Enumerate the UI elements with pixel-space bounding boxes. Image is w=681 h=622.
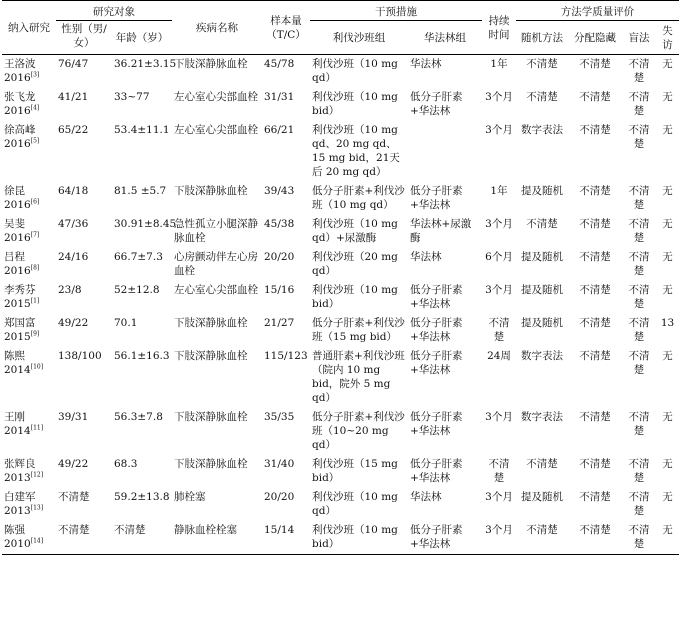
cell-study: 陈熙 2014[10]	[4, 350, 44, 376]
cell-lost: 13	[660, 317, 675, 329]
cell-disease: 左心室心尖部血栓	[174, 124, 258, 136]
cell-sex: 47/36	[58, 218, 89, 230]
cell-sex: 24/16	[58, 251, 89, 263]
cell-study: 徐昆 2016[6]	[4, 185, 40, 211]
reference-number: [10]	[30, 363, 44, 371]
cell-rivaroxaban: 低分子肝素+利伐沙班（10 mg qd）	[312, 185, 405, 211]
cell-disease: 下肢深静脉血栓	[174, 411, 248, 423]
reference-number: [4]	[30, 104, 40, 112]
cell-duration: 3个月	[485, 124, 513, 136]
cell-blinding: 不清楚	[628, 218, 650, 244]
cell-rivaroxaban: 低分子肝素+利伐沙班（15 mg bid）	[312, 317, 405, 343]
reference-number: [8]	[30, 264, 40, 272]
cell-randomization: 不清楚	[526, 218, 558, 230]
cell-blinding: 不清楚	[628, 124, 650, 150]
cell-lost: 无	[662, 284, 673, 296]
reference-number: [12]	[30, 471, 44, 479]
cell-allocation: 不清楚	[579, 251, 611, 263]
cell-rivaroxaban: 利伐沙班（10 mg qd、20 mg qd、15 mg bid，21天后 20 mg qd）	[312, 124, 400, 178]
cell-rivaroxaban: 利伐沙班（10 mg bid）	[312, 91, 398, 117]
cell-warfarin: 低分子肝素+华法林	[410, 185, 463, 211]
cell-duration: 不清楚	[488, 458, 510, 484]
cell-sample: 31/31	[264, 91, 295, 103]
cell-sample: 115/123	[264, 350, 308, 362]
cell-study: 白建军 2013[13]	[4, 491, 44, 517]
cell-warfarin: 华法林+尿激酶	[410, 218, 472, 244]
cell-warfarin: 华法林	[410, 58, 442, 70]
cell-study: 郑国富 2015[9]	[4, 317, 40, 343]
cell-study: 吴斐 2016[7]	[4, 218, 40, 244]
cell-sex: 64/18	[58, 185, 89, 197]
cell-age: 53.4±11.1	[114, 124, 170, 136]
cell-lost: 无	[662, 124, 673, 136]
cell-allocation: 不清楚	[579, 491, 611, 503]
cell-sample: 39/43	[264, 185, 295, 197]
cell-rivaroxaban: 利伐沙班（10 mg bid）	[312, 284, 398, 310]
cell-blinding: 不清楚	[628, 185, 650, 211]
cell-study: 王刚 2014[11]	[4, 411, 44, 437]
cell-randomization: 数字表法	[521, 124, 563, 136]
cell-age: 不清楚	[112, 521, 172, 555]
table-row	[2, 281, 679, 314]
cell-blinding: 不清楚	[628, 91, 650, 117]
cell-disease: 下肢深静脉血栓	[174, 185, 248, 197]
cell-sample: 45/78	[264, 58, 295, 70]
cell-randomization: 不清楚	[526, 91, 558, 103]
cell-disease: 急性孤立小腿深静脉血栓	[174, 218, 258, 244]
cell-randomization: 不清楚	[526, 458, 558, 470]
cell-duration: 不清楚	[488, 317, 510, 343]
header-study: 纳入研究	[2, 1, 56, 55]
cell-duration: 3个月	[485, 284, 513, 296]
cell-age: 33~77	[114, 91, 150, 103]
cell-blinding: 不清楚	[628, 58, 650, 84]
cell-study: 徐高峰 2016[5]	[4, 124, 40, 150]
cell-disease: 心房颤动伴左心房血栓	[174, 251, 258, 277]
cell-warfarin: 低分子肝素+华法林	[410, 317, 463, 343]
cell-sex: 49/22	[58, 317, 89, 329]
cell-blinding: 不清楚	[628, 284, 650, 310]
cell-rivaroxaban: 利伐沙班（20 mg qd）	[312, 251, 398, 277]
header-sex: 性别（男/女）	[56, 21, 112, 55]
header-warfarin-group: 华法林组	[408, 21, 482, 55]
cell-randomization: 提及随机	[521, 317, 563, 329]
cell-lost: 无	[662, 91, 673, 103]
table-row	[2, 182, 679, 215]
header-allocation: 分配隐藏	[568, 21, 622, 55]
reference-number: [13]	[30, 504, 44, 512]
cell-sample: 21/27	[264, 317, 295, 329]
cell-disease: 下肢深静脉血栓	[174, 317, 248, 329]
cell-lost: 无	[662, 58, 673, 70]
header-rivaroxaban-group: 利伐沙班组	[310, 21, 408, 55]
cell-lost: 无	[662, 350, 673, 362]
cell-sample: 35/35	[264, 411, 295, 423]
table-row	[2, 314, 679, 347]
cell-blinding: 不清楚	[622, 521, 656, 555]
cell-allocation: 不清楚	[579, 218, 611, 230]
cell-allocation: 不清楚	[579, 458, 611, 470]
header-disease: 疾病名称	[172, 1, 262, 55]
cell-study: 陈强 2010[14]	[2, 521, 56, 555]
reference-number: [14]	[30, 537, 44, 545]
cell-sex: 65/22	[58, 124, 89, 136]
cell-age: 70.1	[114, 317, 138, 329]
cell-allocation: 不清楚	[579, 185, 611, 197]
cell-study: 张飞龙 2016[4]	[4, 91, 40, 117]
header-subjects: 研究对象	[56, 1, 172, 21]
table-row	[2, 521, 679, 555]
cell-sex: 不清楚	[56, 521, 112, 555]
cell-allocation: 不清楚	[579, 124, 611, 136]
header-lost: 失访	[656, 21, 679, 55]
cell-sample: 15/16	[264, 284, 295, 296]
cell-duration: 3个月	[482, 521, 516, 555]
cell-rivaroxaban: 利伐沙班（10 mg qd）	[312, 491, 398, 517]
cell-randomization: 提及随机	[521, 185, 563, 197]
cell-allocation: 不清楚	[579, 411, 611, 423]
cell-age: 36.21±3.15	[114, 58, 177, 70]
cell-blinding: 不清楚	[628, 350, 650, 376]
cell-sex: 不清楚	[58, 491, 90, 503]
table-body	[2, 55, 679, 555]
cell-rivaroxaban: 利伐沙班（10 mg qd）+尿激酶	[312, 218, 398, 244]
cell-rivaroxaban: 利伐沙班（10 mg qd）	[312, 58, 398, 84]
table-row	[2, 347, 679, 408]
cell-sample: 20/20	[264, 251, 295, 263]
cell-duration: 3个月	[485, 91, 513, 103]
cell-disease: 下肢深静脉血栓	[174, 58, 248, 70]
cell-warfarin: 低分子肝素+华法林	[410, 350, 463, 376]
cell-sample: 15/14	[262, 521, 310, 555]
table-row	[2, 488, 679, 521]
cell-rivaroxaban: 利伐沙班（10 mg bid）	[310, 521, 408, 555]
cell-randomization: 不清楚	[526, 58, 558, 70]
cell-sample: 45/38	[264, 218, 295, 230]
reference-number: [1]	[30, 297, 40, 305]
cell-allocation: 不清楚	[579, 284, 611, 296]
cell-sex: 41/21	[58, 91, 89, 103]
cell-sex: 49/22	[58, 458, 89, 470]
header-randomization: 随机方法	[516, 21, 568, 55]
cell-duration: 1年	[490, 58, 508, 70]
cell-sample: 66/21	[264, 124, 295, 136]
cell-randomization: 数字表法	[521, 411, 563, 423]
cell-sample: 31/40	[264, 458, 295, 470]
cell-lost: 无	[662, 218, 673, 230]
cell-duration: 3个月	[485, 218, 513, 230]
table-row	[2, 408, 679, 455]
cell-disease: 静脉血栓栓塞	[172, 521, 262, 555]
cell-age: 56.1±16.3	[114, 350, 170, 362]
cell-allocation: 不清楚	[568, 521, 622, 555]
cell-randomization: 不清楚	[516, 521, 568, 555]
cell-age: 59.2±13.8	[114, 491, 170, 503]
cell-allocation: 不清楚	[579, 317, 611, 329]
cell-rivaroxaban: 普通肝素+利伐沙班（院内 10 mg bid，院外 5 mg qd）	[312, 350, 405, 404]
cell-rivaroxaban: 低分子肝素+利伐沙班（10~20 mg qd）	[312, 411, 405, 451]
cell-blinding: 不清楚	[628, 458, 650, 484]
reference-number: [11]	[30, 424, 44, 432]
cell-sample: 20/20	[264, 491, 295, 503]
table-row	[2, 215, 679, 248]
reference-number: [3]	[30, 71, 40, 79]
header-blinding: 盲法	[622, 21, 656, 55]
cell-disease: 下肢深静脉血栓	[174, 458, 248, 470]
cell-disease: 左心室心尖部血栓	[174, 284, 258, 296]
header-quality: 方法学质量评价	[516, 1, 679, 21]
cell-study: 吕程 2016[8]	[4, 251, 40, 277]
study-characteristics-table	[2, 0, 679, 555]
cell-lost: 无	[662, 185, 673, 197]
table-row	[2, 248, 679, 281]
cell-allocation: 不清楚	[579, 58, 611, 70]
cell-allocation: 不清楚	[579, 91, 611, 103]
cell-randomization: 提及随机	[521, 491, 563, 503]
cell-lost: 无	[662, 411, 673, 423]
cell-study: 王洛波 2016[3]	[4, 58, 40, 84]
header-age: 年龄（岁）	[112, 21, 172, 55]
reference-number: [5]	[30, 137, 40, 145]
reference-number: [6]	[30, 198, 40, 206]
cell-rivaroxaban: 利伐沙班（15 mg bid）	[312, 458, 398, 484]
cell-age: 52±12.8	[114, 284, 160, 296]
cell-disease: 左心室心尖部血栓	[174, 91, 258, 103]
cell-age: 66.7±7.3	[114, 251, 163, 263]
cell-blinding: 不清楚	[628, 251, 650, 277]
cell-blinding: 不清楚	[628, 317, 650, 343]
table-row	[2, 88, 679, 121]
cell-duration: 6个月	[485, 251, 513, 263]
header-sample: 样本量（T/C）	[262, 1, 310, 55]
cell-warfarin: 华法林	[410, 251, 442, 263]
cell-warfarin: 低分子肝素+华法林	[408, 521, 482, 555]
table-row	[2, 55, 679, 89]
cell-duration: 24周	[487, 350, 511, 362]
cell-study: 李秀芬 2015[1]	[4, 284, 40, 310]
cell-duration: 3个月	[485, 491, 513, 503]
header-intervention: 干预措施	[310, 1, 482, 21]
cell-lost: 无	[662, 251, 673, 263]
cell-sex: 138/100	[58, 350, 102, 362]
cell-allocation: 不清楚	[579, 350, 611, 362]
cell-age: 30.91±8.45	[114, 218, 177, 230]
cell-warfarin: 低分子肝素+华法林	[410, 91, 463, 117]
cell-disease: 下肢深静脉血栓	[174, 350, 248, 362]
reference-number: [7]	[30, 231, 40, 239]
cell-sex: 39/31	[58, 411, 89, 423]
header-duration: 持续时间	[482, 1, 516, 55]
cell-sex: 76/47	[58, 58, 89, 70]
cell-warfarin: 华法林	[410, 491, 442, 503]
cell-lost: 无	[662, 491, 673, 503]
cell-warfarin: 低分子肝素+华法林	[410, 411, 463, 437]
cell-lost: 无	[656, 521, 679, 555]
cell-disease: 肺栓塞	[174, 491, 206, 503]
cell-warfarin	[408, 121, 482, 182]
cell-study: 张辉良 2013[12]	[4, 458, 44, 484]
cell-lost: 无	[662, 458, 673, 470]
cell-blinding: 不清楚	[628, 411, 650, 437]
cell-blinding: 不清楚	[628, 491, 650, 517]
cell-randomization: 提及随机	[521, 251, 563, 263]
table-row	[2, 455, 679, 488]
cell-age: 56.3±7.8	[114, 411, 163, 423]
cell-randomization: 提及随机	[521, 284, 563, 296]
cell-sex: 23/8	[58, 284, 82, 296]
cell-warfarin: 低分子肝素+华法林	[410, 284, 463, 310]
cell-age: 68.3	[114, 458, 138, 470]
cell-duration: 3个月	[485, 411, 513, 423]
table-row	[2, 121, 679, 182]
cell-randomization: 数字表法	[521, 350, 563, 362]
cell-warfarin: 低分子肝素+华法林	[410, 458, 463, 484]
cell-age: 81.5 ±5.7	[114, 185, 167, 197]
reference-number: [9]	[30, 330, 40, 338]
cell-duration: 1年	[490, 185, 508, 197]
